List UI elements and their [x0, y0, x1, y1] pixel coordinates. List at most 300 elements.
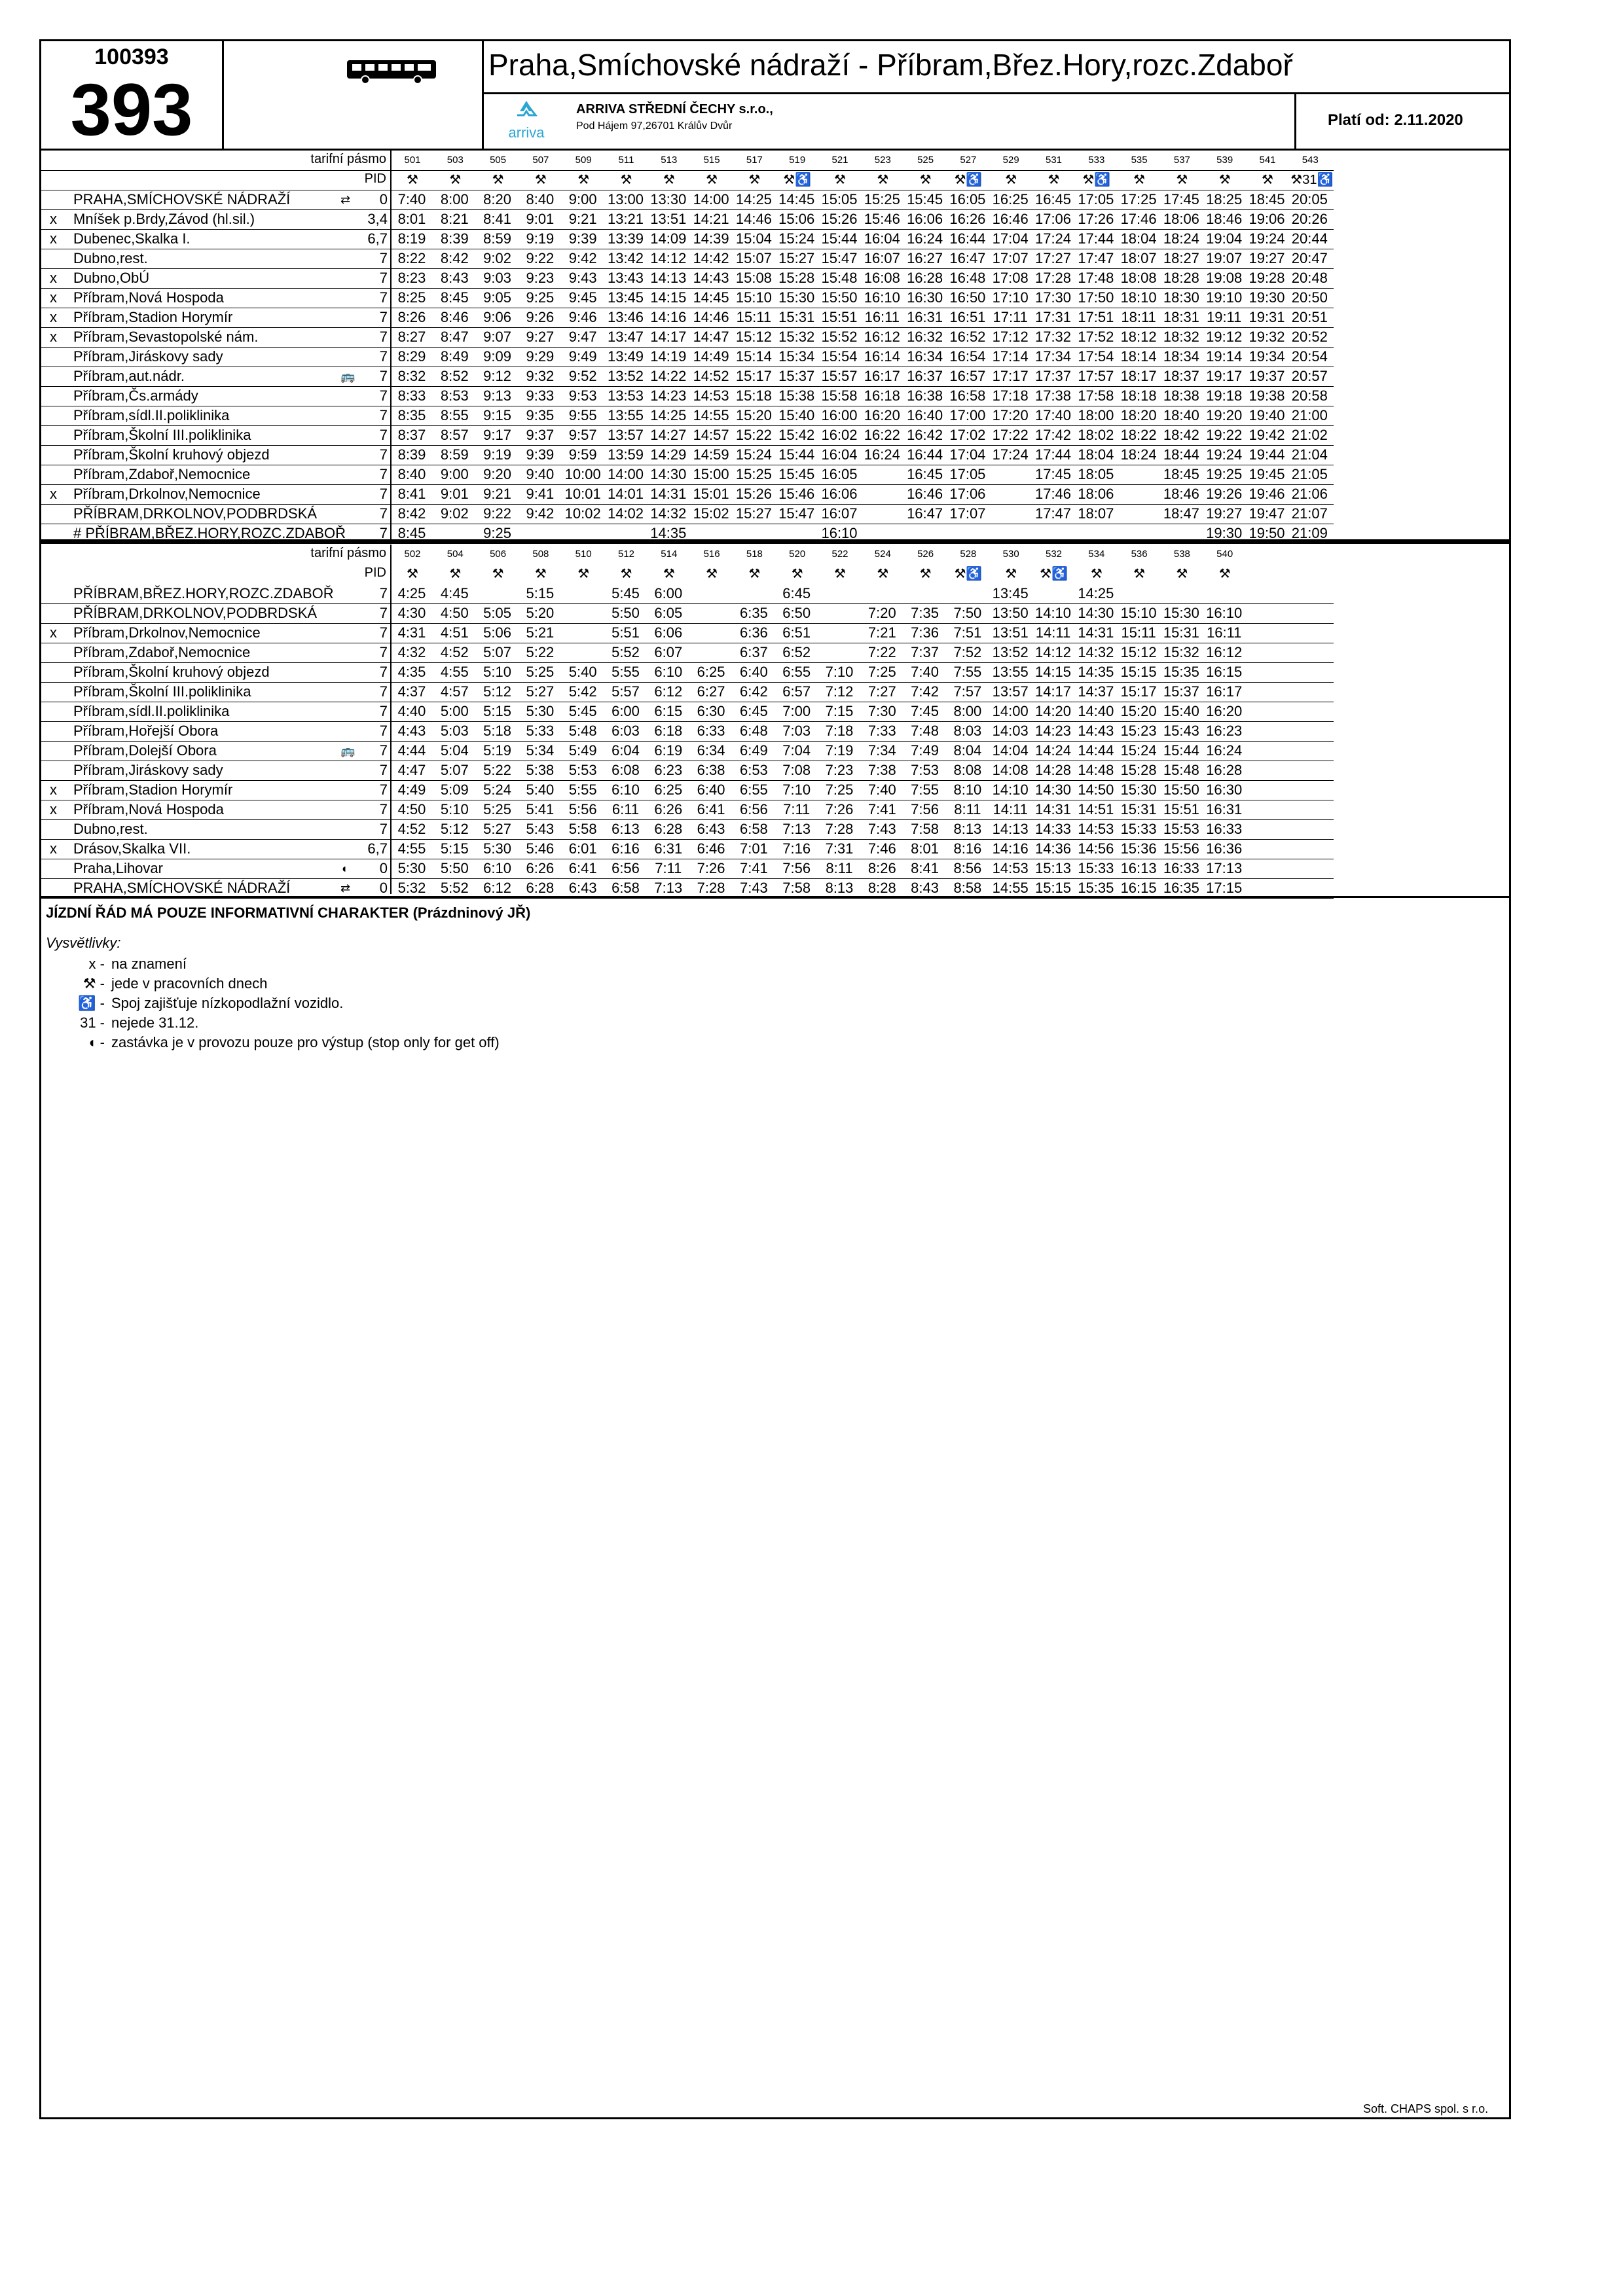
- departure-time: 16:08: [864, 270, 900, 286]
- stop-name: PŘÍBRAM,DRKOLNOV,PODBRDSKÁ: [73, 605, 318, 621]
- departure-time: 15:57: [821, 368, 858, 384]
- stop-zone: 7: [379, 505, 388, 522]
- departure-time: 5:55: [568, 781, 597, 798]
- departure-time: 17:26: [1078, 211, 1114, 227]
- departure-time: 5:21: [526, 624, 555, 641]
- stop-zone: 0: [379, 860, 388, 876]
- departure-time: 8:23: [397, 270, 426, 286]
- pid-symbol: ⚒: [877, 173, 889, 187]
- departure-time: 7:15: [825, 703, 854, 719]
- departure-time: 9:33: [526, 387, 555, 404]
- departure-time: 16:28: [907, 270, 943, 286]
- departure-time: 16:58: [949, 387, 986, 404]
- trip-number: 517: [746, 154, 763, 166]
- departure-time: 9:35: [526, 407, 555, 423]
- stop-zone: 3,4: [367, 211, 388, 227]
- departure-time: 6:46: [697, 840, 725, 857]
- departure-time: 15:10: [1120, 605, 1157, 621]
- trip-number: 533: [1088, 154, 1105, 166]
- departure-time: 5:22: [483, 762, 511, 778]
- departure-time: 15:31: [778, 309, 815, 325]
- trip-number: 521: [831, 154, 848, 166]
- departure-time: 6:23: [654, 762, 683, 778]
- departure-time: 8:39: [440, 230, 469, 247]
- departure-time: 16:40: [907, 407, 943, 423]
- departure-time: 15:36: [1120, 840, 1157, 857]
- stop-zone: 7: [379, 644, 388, 660]
- departure-time: 9:29: [526, 348, 555, 365]
- departure-time: 16:35: [1163, 880, 1199, 896]
- trip-number: 534: [1088, 548, 1105, 560]
- pid-symbol: ⚒: [919, 567, 932, 581]
- departure-time: 19:20: [1206, 407, 1243, 423]
- departure-time: 16:12: [864, 329, 900, 345]
- departure-time: 9:00: [440, 466, 469, 482]
- pid-symbol: ⚒: [1090, 567, 1103, 581]
- departure-time: 8:53: [440, 387, 469, 404]
- departure-time: 14:35: [1078, 664, 1114, 680]
- departure-time: 5:33: [526, 723, 555, 739]
- departure-time: 7:40: [911, 664, 939, 680]
- departure-time: 6:50: [782, 605, 811, 621]
- departure-time: 8:27: [397, 329, 426, 345]
- departure-time: 21:05: [1291, 466, 1328, 482]
- departure-time: 14:19: [650, 348, 687, 365]
- departure-time: 14:11: [1035, 624, 1071, 641]
- departure-time: 4:55: [397, 840, 426, 857]
- trip-number: 508: [532, 548, 549, 560]
- departure-time: 15:24: [778, 230, 815, 247]
- departure-time: 14:45: [693, 289, 729, 306]
- departure-time: 18:46: [1163, 486, 1199, 502]
- departure-time: 17:07: [992, 250, 1029, 266]
- departure-time: 14:53: [1078, 821, 1114, 837]
- departure-time: 16:24: [907, 230, 943, 247]
- departure-time: 18:06: [1078, 486, 1114, 502]
- departure-time: 6:42: [739, 683, 768, 700]
- stop-row: [39, 308, 1511, 327]
- stop-row: [39, 741, 1511, 761]
- departure-time: 6:41: [568, 860, 597, 876]
- departure-time: 4:35: [397, 664, 426, 680]
- trip-number: 535: [1131, 154, 1148, 166]
- departure-time: 19:11: [1206, 309, 1242, 325]
- departure-time: 18:12: [1120, 329, 1157, 345]
- legend-item: [46, 974, 268, 994]
- stop-symbol: ◖: [340, 862, 348, 875]
- stop-row: [39, 425, 1511, 445]
- departure-time: 8:08: [953, 762, 982, 778]
- departure-time: 15:46: [864, 211, 900, 227]
- legend-symbol: x -: [88, 956, 105, 972]
- pid-symbol: ⚒: [449, 173, 462, 187]
- stop-name: Příbram,sídl.II.poliklinika: [73, 407, 230, 423]
- trip-number: 519: [789, 154, 806, 166]
- departure-time: 15:44: [821, 230, 858, 247]
- departure-time: 14:16: [992, 840, 1029, 857]
- pid-symbol: ⚒: [1048, 173, 1060, 187]
- departure-time: 14:42: [693, 250, 729, 266]
- pid-symbol: ⚒: [1133, 567, 1146, 581]
- departure-time: 15:47: [778, 505, 815, 522]
- departure-time: 7:12: [825, 683, 854, 700]
- departure-time: 16:33: [1163, 860, 1199, 876]
- trip-number: 529: [1002, 154, 1019, 166]
- departure-time: 19:08: [1206, 270, 1243, 286]
- stop-name: Příbram,Nová Hospoda: [73, 801, 224, 817]
- stop-name: Příbram,Drkolnov,Nemocnice: [73, 624, 261, 641]
- departure-time: 8:41: [911, 860, 939, 876]
- stop-zone: 7: [379, 486, 388, 502]
- departure-time: 18:25: [1206, 191, 1243, 207]
- departure-time: 9:19: [526, 230, 555, 247]
- departure-time: 14:12: [1034, 644, 1072, 660]
- departure-time: 15:04: [735, 230, 772, 247]
- departure-time: 19:26: [1206, 486, 1243, 502]
- departure-time: 13:43: [607, 270, 644, 286]
- departure-time: 16:13: [1120, 860, 1157, 876]
- departure-time: 6:28: [654, 821, 683, 837]
- departure-time: 17:46: [1034, 486, 1072, 502]
- departure-time: 7:08: [782, 762, 811, 778]
- departure-time: 13:45: [607, 289, 644, 306]
- departure-time: 20:26: [1291, 211, 1328, 227]
- departure-time: 9:19: [483, 446, 511, 463]
- stop-name: PRAHA,SMÍCHOVSKÉ NÁDRAŽÍ: [73, 880, 291, 896]
- departure-time: 14:24: [1034, 742, 1072, 759]
- departure-time: 5:12: [440, 821, 469, 837]
- departure-time: 7:11: [655, 860, 682, 876]
- departure-time: 17:28: [1034, 270, 1072, 286]
- departure-time: 5:49: [568, 742, 597, 759]
- stop-row: [39, 327, 1511, 347]
- departure-time: 14:31: [1078, 624, 1114, 641]
- tariff-header-row: [39, 545, 1511, 564]
- departure-time: 14:30: [650, 466, 687, 482]
- departure-time: 7:58: [782, 880, 811, 896]
- departure-time: 16:24: [864, 446, 900, 463]
- departure-time: 15:02: [693, 505, 729, 522]
- departure-time: 6:43: [697, 821, 725, 837]
- departure-time: 8:39: [397, 446, 426, 463]
- departure-time: 20:50: [1291, 289, 1328, 306]
- departure-time: 9:07: [483, 329, 511, 345]
- pid-symbol: ⚒♿: [783, 173, 812, 187]
- info-note: JÍZDNÍ ŘÁD MÁ POUZE INFORMATIVNÍ CHARAKTER (Prázdninový JŘ): [46, 905, 531, 921]
- departure-time: 15:40: [1163, 703, 1199, 719]
- departure-time: 5:03: [440, 723, 469, 739]
- stop-name: Příbram,Školní III.poliklinika: [73, 427, 251, 443]
- stop-row: [39, 643, 1511, 662]
- departure-time: 15:48: [821, 270, 858, 286]
- departure-time: 8:47: [440, 329, 469, 345]
- departure-time: 16:04: [864, 230, 900, 247]
- departure-time: 19:28: [1249, 270, 1285, 286]
- departure-time: 19:27: [1249, 250, 1285, 266]
- stop-name: PŘÍBRAM,BŘEZ.HORY,ROZC.ZDABOŘ: [73, 585, 334, 601]
- departure-time: 16:50: [949, 289, 986, 306]
- departure-time: 15:42: [778, 427, 815, 443]
- departure-time: 8:58: [953, 880, 982, 896]
- departure-time: 13:50: [992, 605, 1029, 621]
- departure-time: 14:25: [650, 407, 687, 423]
- departure-time: 16:15: [1120, 880, 1157, 896]
- legend-title: Vysvětlivky:: [46, 935, 121, 951]
- departure-time: 14:51: [1078, 801, 1114, 817]
- departure-time: 15:45: [778, 466, 815, 482]
- departure-time: 7:21: [867, 624, 896, 641]
- departure-time: 8:01: [397, 211, 426, 227]
- departure-time: 15:07: [735, 250, 772, 266]
- departure-time: 16:48: [949, 270, 986, 286]
- departure-time: 6:57: [782, 683, 811, 700]
- departure-time: 16:47: [907, 505, 943, 522]
- departure-time: 15:27: [735, 505, 772, 522]
- stop-row: [39, 603, 1511, 623]
- departure-time: 7:28: [825, 821, 854, 837]
- departure-time: 5:05: [483, 605, 511, 621]
- departure-time: 7:58: [911, 821, 939, 837]
- departure-time: 16:26: [949, 211, 986, 227]
- tariff-zone-label: tarifní pásmo: [310, 546, 386, 560]
- departure-time: 19:46: [1249, 486, 1285, 502]
- departure-time: 7:45: [911, 703, 939, 719]
- departure-time: 17:18: [992, 387, 1029, 404]
- departure-time: 7:57: [953, 683, 982, 700]
- departure-time: 7:16: [782, 840, 811, 857]
- departure-time: 15:32: [1163, 644, 1199, 660]
- departure-time: 15:15: [1120, 664, 1157, 680]
- departure-time: 13:49: [607, 348, 644, 365]
- departure-time: 9:59: [568, 446, 597, 463]
- legend-text: jede v pracovních dnech: [111, 975, 268, 992]
- departure-time: 4:30: [397, 605, 426, 621]
- departure-time: 19:30: [1206, 525, 1243, 541]
- stop-row: [39, 367, 1511, 386]
- departure-time: 7:37: [911, 644, 939, 660]
- stop-row: [39, 229, 1511, 249]
- departure-time: 14:03: [992, 723, 1029, 739]
- departure-time: 14:31: [1034, 801, 1072, 817]
- departure-time: 18:40: [1163, 407, 1199, 423]
- operator-logo-text: arriva: [508, 124, 545, 141]
- departure-time: 14:30: [1078, 605, 1114, 621]
- departure-time: 20:51: [1291, 309, 1328, 325]
- departure-time: 17:30: [1034, 289, 1072, 306]
- departure-time: 14:46: [693, 309, 729, 325]
- departure-time: 7:11: [783, 801, 811, 817]
- departure-time: 9:49: [568, 348, 597, 365]
- stop-name: Příbram,Drkolnov,Nemocnice: [73, 486, 261, 502]
- departure-time: 5:40: [526, 781, 555, 798]
- departure-time: 19:34: [1249, 348, 1285, 365]
- departure-time: 9:00: [568, 191, 597, 207]
- departure-time: 5:25: [483, 801, 511, 817]
- departure-time: 13:55: [992, 664, 1029, 680]
- departure-time: 5:12: [483, 683, 511, 700]
- stop-zone: 7: [379, 801, 388, 817]
- stop-symbol: 🚌: [340, 370, 356, 383]
- departure-time: 15:27: [778, 250, 815, 266]
- departure-time: 5:51: [611, 624, 640, 641]
- stop-zone: 7: [379, 703, 388, 719]
- departure-time: 16:38: [907, 387, 943, 404]
- departure-time: 18:30: [1163, 289, 1199, 306]
- departure-time: 7:55: [911, 781, 939, 798]
- departure-time: 7:34: [867, 742, 896, 759]
- departure-time: 8:19: [397, 230, 426, 247]
- departure-time: 5:41: [526, 801, 555, 817]
- departure-time: 8:00: [953, 703, 982, 719]
- departure-time: 14:28: [1034, 762, 1072, 778]
- departure-time: 6:26: [654, 801, 683, 817]
- departure-time: 19:45: [1249, 466, 1285, 482]
- departure-time: 7:40: [397, 191, 426, 207]
- departure-time: 5:00: [440, 703, 469, 719]
- departure-time: 7:46: [867, 840, 896, 857]
- departure-time: 14:43: [1078, 723, 1114, 739]
- stop-zone: 7: [379, 348, 388, 365]
- stop-name: Příbram,Zdaboř,Nemocnice: [73, 466, 251, 482]
- departure-time: 5:46: [526, 840, 555, 857]
- departure-time: 17:11: [993, 309, 1028, 325]
- departure-time: 6:12: [483, 880, 511, 896]
- departure-time: 16:45: [1034, 191, 1072, 207]
- departure-time: 6:38: [697, 762, 725, 778]
- trip-number: 518: [746, 548, 763, 560]
- departure-time: 14:00: [607, 466, 644, 482]
- stop-zone: 7: [379, 289, 388, 306]
- departure-time: 8:11: [826, 860, 853, 876]
- departure-time: 6:41: [697, 801, 725, 817]
- departure-time: 19:14: [1206, 348, 1243, 365]
- departure-time: 8:01: [911, 840, 939, 857]
- departure-time: 7:35: [911, 605, 939, 621]
- trip-number: 539: [1216, 154, 1233, 166]
- trip-number: 523: [874, 154, 891, 166]
- departure-time: 5:07: [483, 644, 511, 660]
- departure-time: 16:37: [907, 368, 943, 384]
- departure-time: 6:10: [654, 664, 683, 680]
- departure-time: 18:45: [1249, 191, 1285, 207]
- departure-time: 6:36: [739, 624, 768, 641]
- departure-time: 16:47: [949, 250, 986, 266]
- departure-time: 6:25: [654, 781, 683, 798]
- stop-zone: 6,7: [367, 230, 388, 247]
- departure-time: 17:00: [949, 407, 986, 423]
- departure-time: 6:11: [611, 801, 640, 817]
- departure-time: 15:46: [778, 486, 815, 502]
- legend-item: [46, 994, 343, 1013]
- stop-name: Příbram,Školní kruhový objezd: [73, 446, 270, 463]
- departure-time: 6:10: [611, 781, 640, 798]
- departure-time: 14:22: [650, 368, 687, 384]
- pid-symbol: ⚒♿: [1040, 567, 1068, 581]
- departure-time: 20:54: [1291, 348, 1328, 365]
- departure-time: 4:43: [397, 723, 426, 739]
- pid-symbol: ⚒: [791, 567, 803, 581]
- departure-time: 14:33: [1034, 821, 1072, 837]
- departure-time: 14:56: [1078, 840, 1114, 857]
- departure-time: 17:44: [1078, 230, 1114, 247]
- pid-symbol: ⚒: [919, 173, 932, 187]
- departure-time: 14:31: [650, 486, 687, 502]
- departure-time: 19:38: [1249, 387, 1285, 404]
- departure-time: 6:05: [654, 605, 683, 621]
- departure-time: 6:58: [739, 821, 768, 837]
- departure-time: 18:37: [1163, 368, 1199, 384]
- departure-time: 19:07: [1206, 250, 1243, 266]
- departure-time: 16:46: [907, 486, 943, 502]
- departure-time: 15:28: [778, 270, 815, 286]
- departure-time: 7:43: [867, 821, 896, 837]
- departure-time: 14:55: [693, 407, 729, 423]
- valid-from: Platí od: 2.11.2020: [1328, 111, 1463, 129]
- departure-time: 20:57: [1291, 368, 1328, 384]
- departure-time: 8:49: [440, 348, 469, 365]
- departure-time: 14:32: [1078, 644, 1114, 660]
- departure-time: 17:15: [1206, 880, 1243, 896]
- departure-time: 19:22: [1206, 427, 1243, 443]
- departure-time: 19:10: [1206, 289, 1243, 306]
- departure-time: 13:30: [650, 191, 687, 207]
- trip-number: 536: [1131, 548, 1148, 560]
- stop-zone: 7: [379, 427, 388, 443]
- departure-time: 16:34: [907, 348, 943, 365]
- departure-time: 9:25: [526, 289, 555, 306]
- departure-time: 16:15: [1206, 664, 1243, 680]
- departure-time: 15:30: [1120, 781, 1157, 798]
- departure-time: 14:15: [1034, 664, 1072, 680]
- departure-time: 18:04: [1078, 446, 1114, 463]
- departure-time: 18:45: [1163, 466, 1199, 482]
- departure-time: 18:07: [1078, 505, 1114, 522]
- departure-time: 4:51: [440, 624, 469, 641]
- trip-number: 511: [618, 154, 634, 166]
- departure-time: 14:27: [650, 427, 687, 443]
- departure-time: 18:27: [1163, 250, 1199, 266]
- stop-zone: 0: [379, 191, 388, 207]
- departure-time: 15:17: [1120, 683, 1157, 700]
- departure-time: 5:20: [526, 605, 555, 621]
- departure-time: 16:32: [907, 329, 943, 345]
- departure-time: 15:52: [821, 329, 858, 345]
- departure-time: 15:05: [821, 191, 858, 207]
- stop-name: Příbram,Školní III.poliklinika: [73, 683, 251, 700]
- stop-zone: 7: [379, 821, 388, 837]
- pid-symbol: ⚒: [1005, 567, 1017, 581]
- departure-time: 18:14: [1120, 348, 1157, 365]
- departure-time: 6:10: [483, 860, 511, 876]
- departure-time: 17:22: [992, 427, 1029, 443]
- departure-time: 14:25: [735, 191, 772, 207]
- stop-name: Příbram,Sevastopolské nám.: [73, 329, 259, 345]
- departure-time: 13:53: [607, 387, 644, 404]
- stop-zone: 7: [379, 407, 388, 423]
- departure-time: 6:45: [782, 585, 811, 601]
- departure-time: 5:55: [611, 664, 640, 680]
- departure-time: 18:06: [1163, 211, 1199, 227]
- stop-name: Příbram,Zdaboř,Nemocnice: [73, 644, 251, 660]
- departure-time: 16:04: [821, 446, 858, 463]
- pid-symbol: ⚒: [1005, 173, 1017, 187]
- departure-time: 8:40: [397, 466, 426, 482]
- departure-time: 7:56: [911, 801, 939, 817]
- legend-text: zastávka je v provozu pouze pro výstup (stop only for get off): [111, 1034, 500, 1050]
- departure-time: 15:24: [735, 446, 772, 463]
- request-stop-mark: x: [50, 309, 57, 325]
- departure-time: 16:30: [1206, 781, 1243, 798]
